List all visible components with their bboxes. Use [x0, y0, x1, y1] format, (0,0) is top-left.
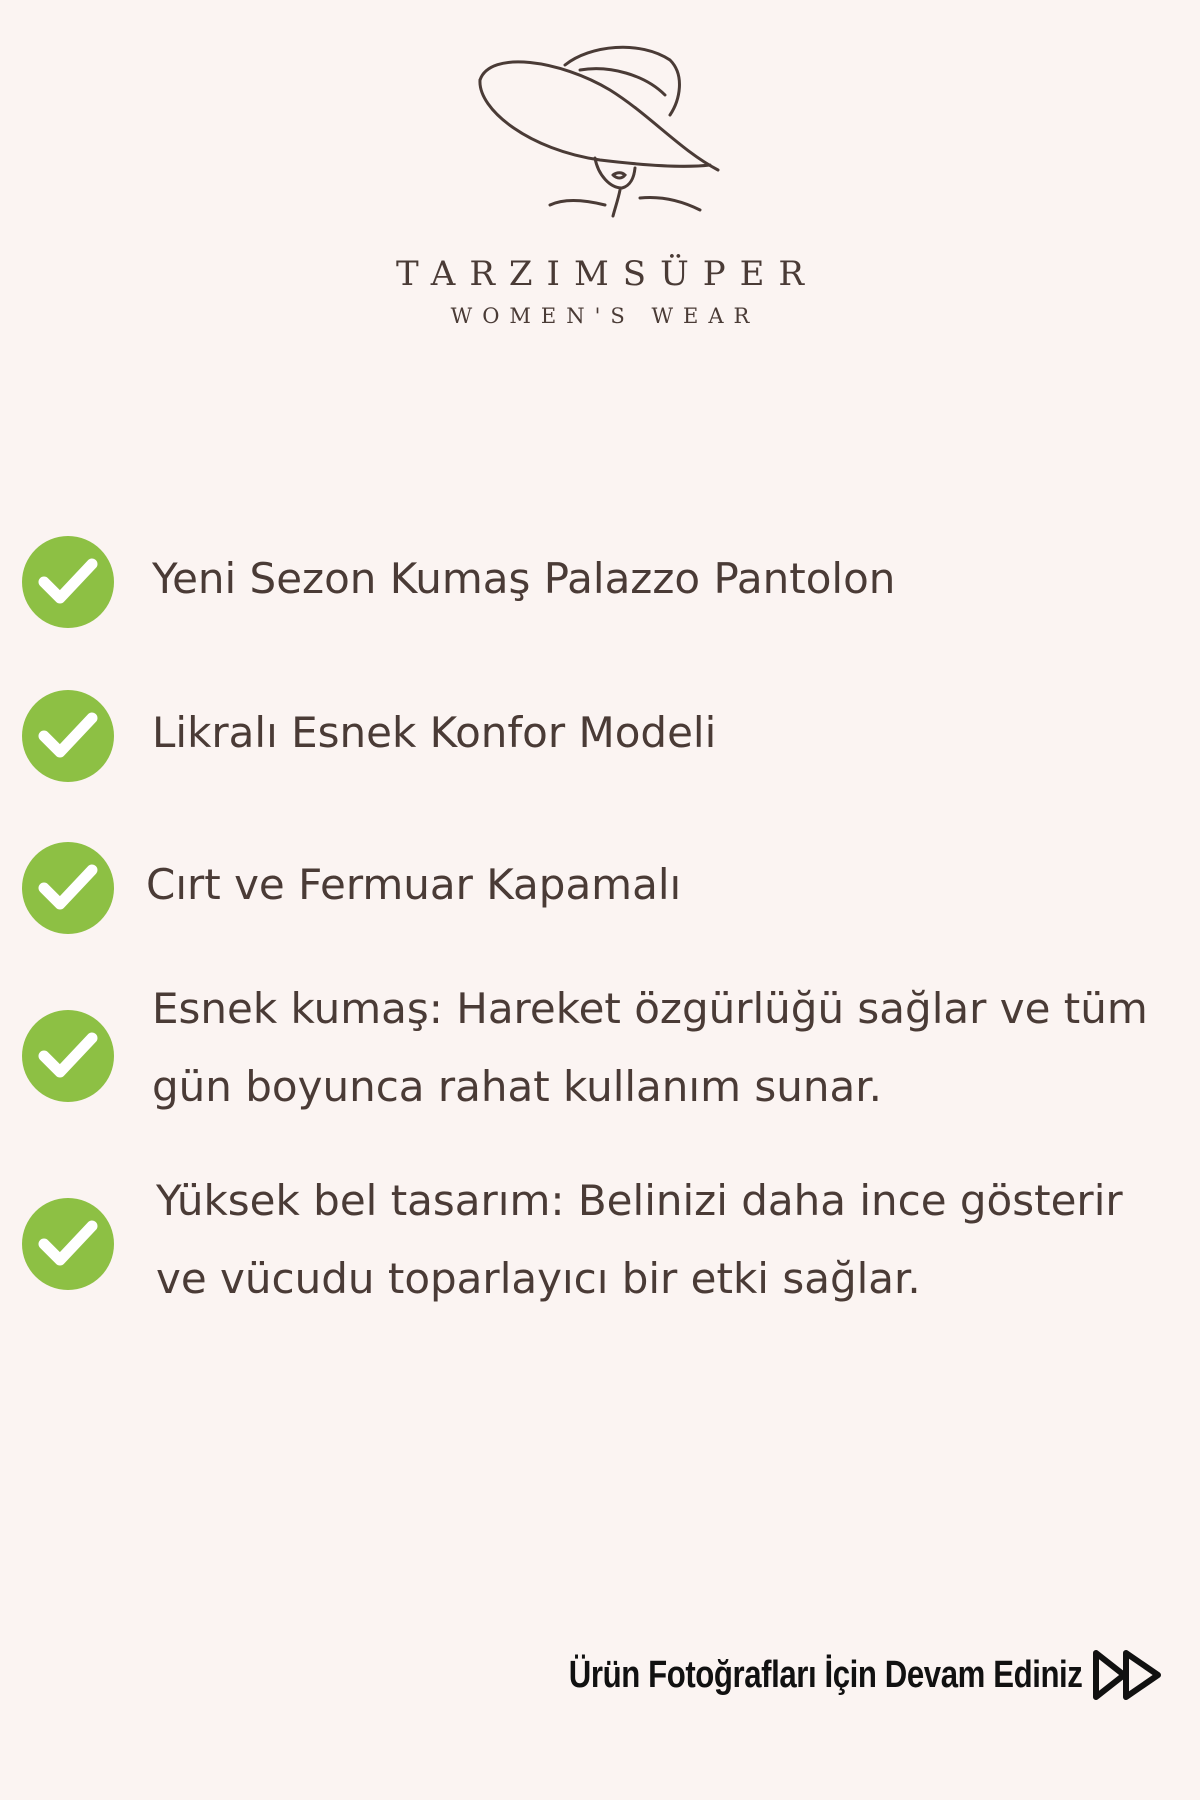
check-icon: [22, 1198, 114, 1290]
feature-text: Yüksek bel tasarım: Belinizi daha ince gösterir ve vücudu toparlayıcı bir etki sağlar.: [156, 1176, 1123, 1303]
feature-text: Likralı Esnek Konfor Modeli: [152, 708, 717, 757]
cta-label: Ürün Fotoğrafları İçin Devam Ediniz: [568, 1653, 1082, 1696]
check-icon: [22, 690, 114, 782]
feature-text: Cırt ve Fermuar Kapamalı: [146, 860, 682, 909]
check-icon: [22, 536, 114, 628]
feature-text: Esnek kumaş: Hareket özgürlüğü sağlar ve tüm gün boyunca rahat kullanım sunar.: [152, 984, 1148, 1111]
fast-forward-icon: [1090, 1647, 1166, 1703]
check-icon: [22, 1010, 114, 1102]
brand-name: TARZIMSÜPER: [395, 254, 819, 294]
continue-to-photos-link[interactable]: [456, 1640, 1166, 1710]
check-icon: [22, 842, 114, 934]
feature-text: Yeni Sezon Kumaş Palazzo Pantolon: [152, 554, 896, 603]
brand-tagline: WOMEN'S WEAR: [450, 304, 760, 328]
